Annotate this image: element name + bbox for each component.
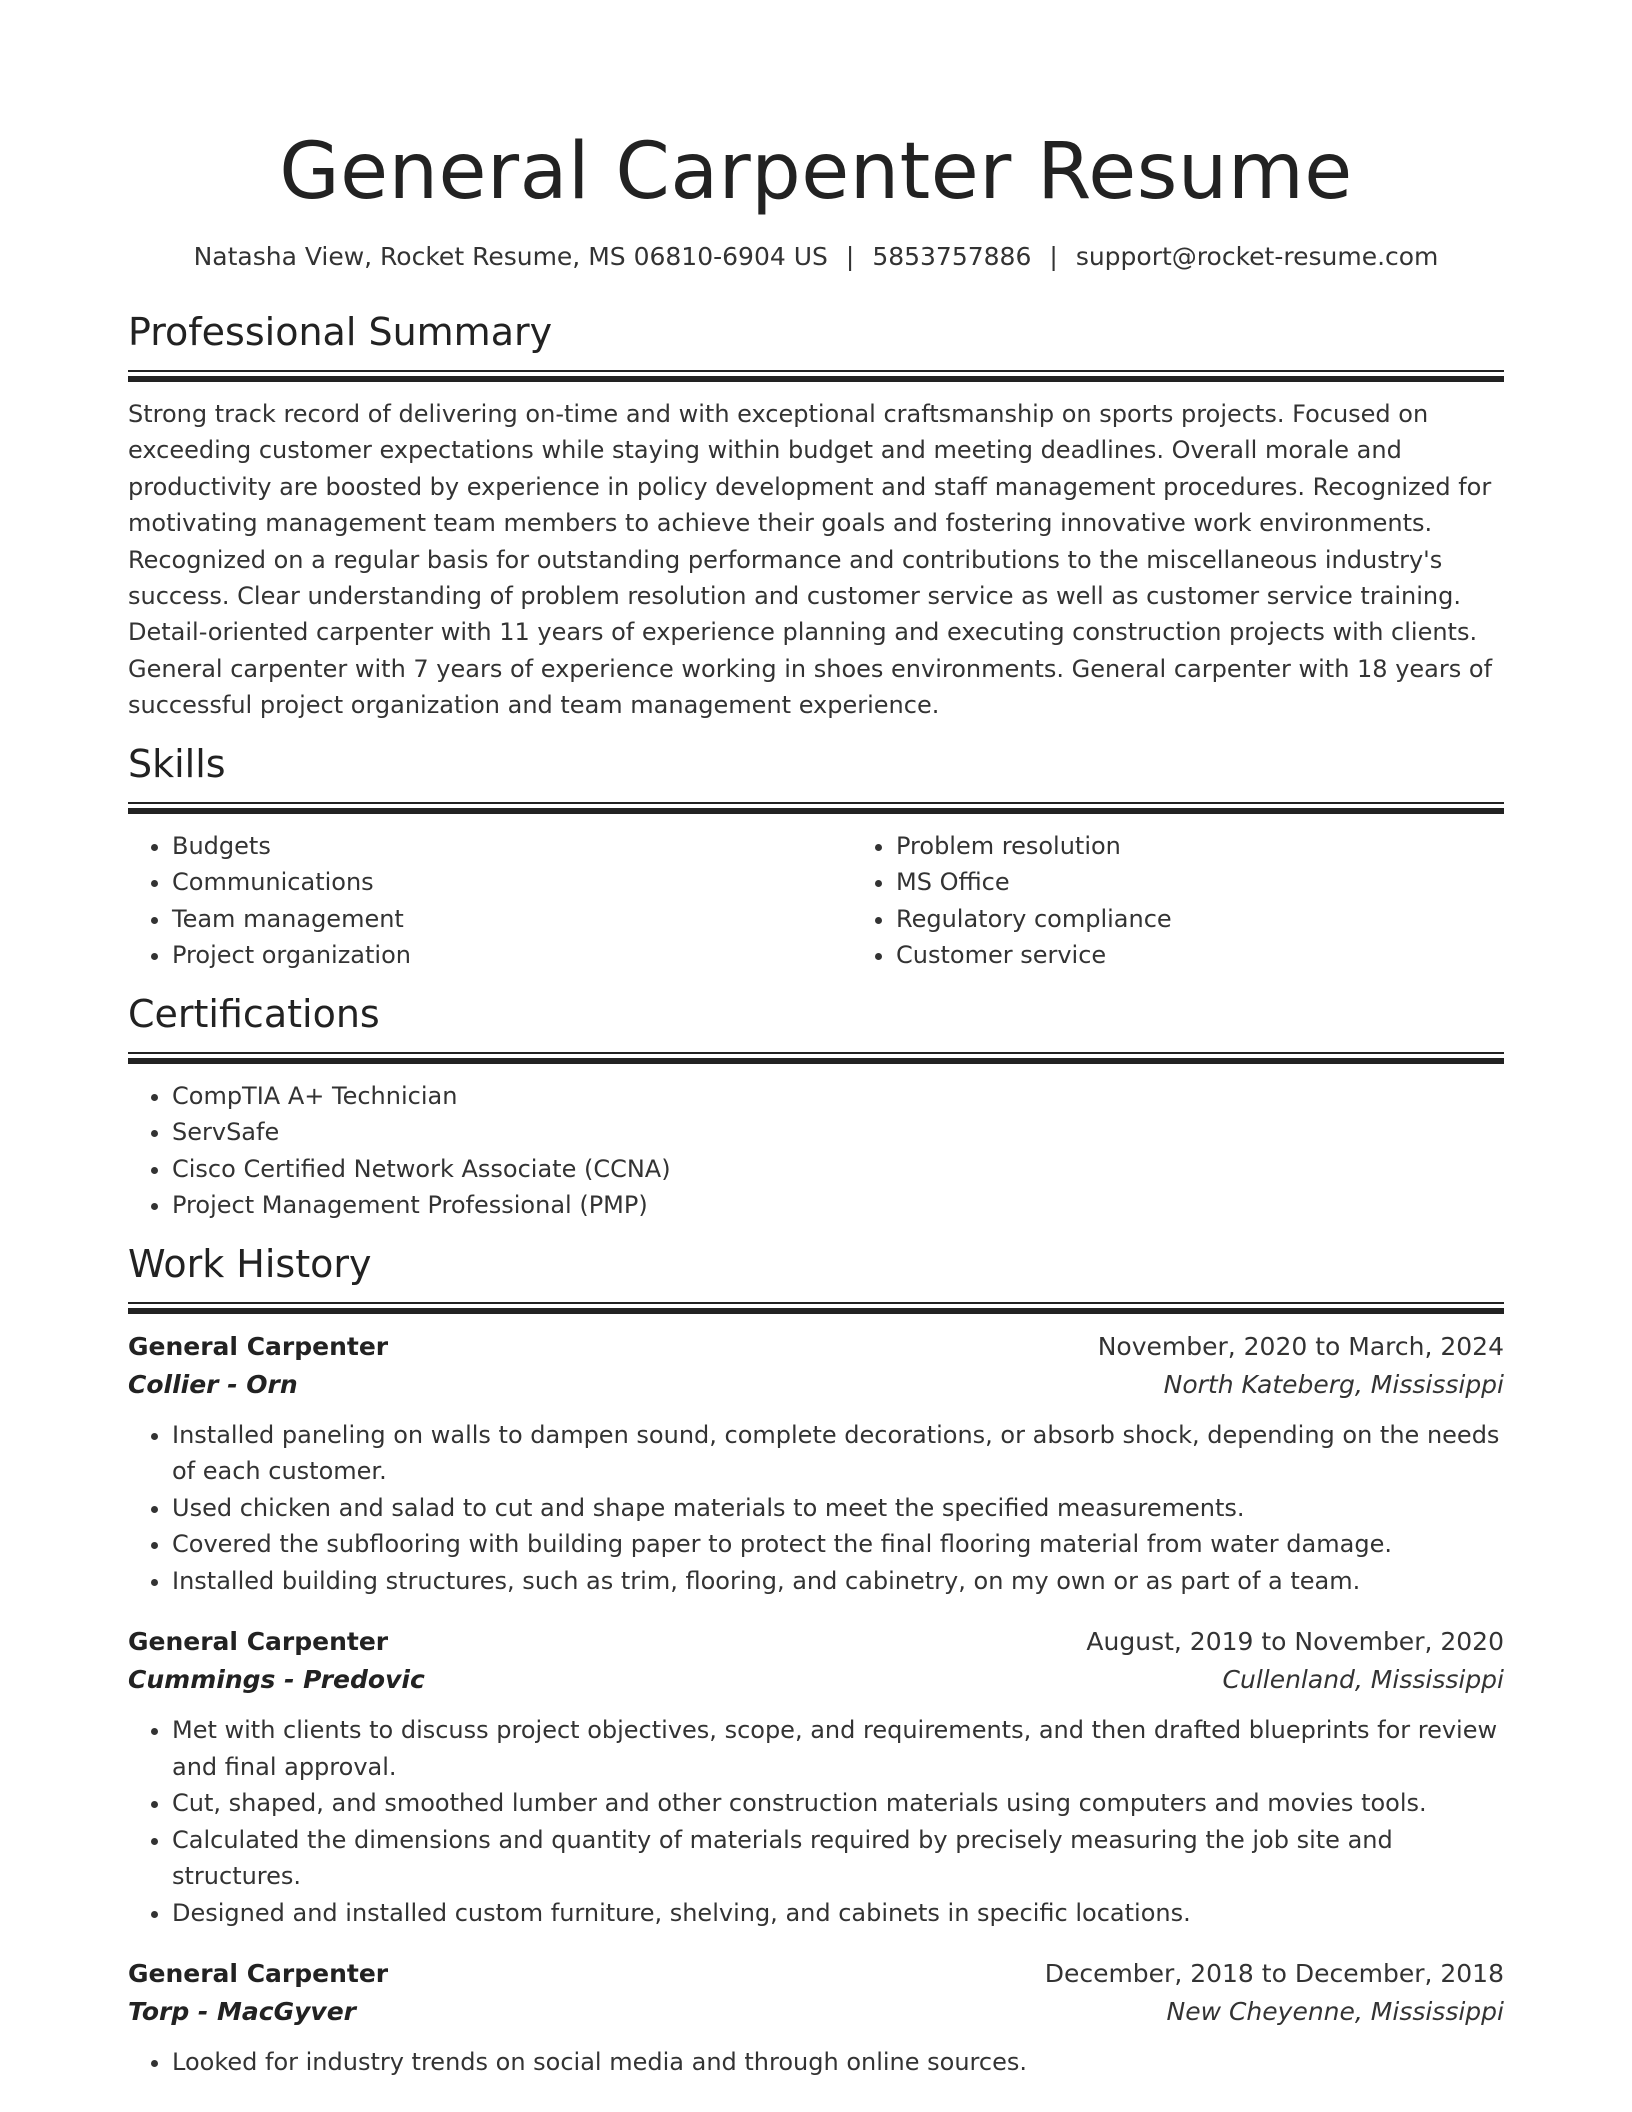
job-subheader <box>128 1993 1504 2031</box>
resume-title: General Carpenter Resume <box>279 127 1353 217</box>
contact-separator: | <box>1049 242 1058 271</box>
section-divider <box>128 1052 1504 1064</box>
certification-item: • CompTIA A+ Technician <box>172 1078 1504 1115</box>
job-entry <box>128 1955 1504 2081</box>
skill-item: • Communications <box>172 864 852 901</box>
job-bullet: • Looked for industry trends on social media and through online sources. <box>172 2044 1504 2081</box>
job-company: Torp - MacGyver <box>128 1997 356 2027</box>
job-bullets <box>128 2044 1504 2081</box>
section-heading-certifications: Certifications <box>128 991 380 1036</box>
skill-item: • Problem resolution <box>896 828 1576 865</box>
job-entry <box>128 1328 1504 1600</box>
contact-line <box>128 240 1504 274</box>
skill-item: • Regulatory compliance <box>896 901 1576 938</box>
job-location: New Cheyenne, Mississippi <box>1166 1997 1504 2027</box>
job-location: Cullenland, Mississippi <box>1222 1665 1504 1695</box>
job-bullet: • Cut, shaped, and smoothed lumber and other construction materials using computers and movies tools. <box>172 1785 1504 1822</box>
job-bullet: • Met with clients to discuss project objectives, scope, and requirements, and then drafted blueprints for review and final approval. <box>172 1712 1504 1785</box>
section-divider <box>128 370 1504 382</box>
section-heading-summary: Professional Summary <box>128 310 553 354</box>
job-bullet: • Calculated the dimensions and quantity of materials required by precisely measuring the job site and structures. <box>172 1822 1504 1895</box>
skill-item: • Budgets <box>172 828 852 865</box>
job-title: General Carpenter <box>128 1331 389 1361</box>
job-bullet: • Used chicken and salad to cut and shape materials to meet the specified measurements. <box>172 1490 1504 1527</box>
skill-item: • Customer service <box>896 937 1576 974</box>
job-dates: November, 2020 to March, 2024 <box>1097 1331 1504 1361</box>
job-header <box>128 1955 1504 1993</box>
skills-columns <box>128 828 1504 974</box>
section-heading-skills: Skills <box>128 741 226 786</box>
contact-phone: 5853757886 <box>872 242 1032 271</box>
job-bullets <box>128 1712 1504 1931</box>
job-company: Cummings - Predovic <box>128 1665 425 1695</box>
job-entry <box>128 1623 1504 1931</box>
job-header <box>128 1328 1504 1366</box>
skills-list-left <box>128 828 852 974</box>
contact-separator: | <box>845 242 855 271</box>
skills-list-right <box>852 828 1576 974</box>
job-location: North Kateberg, Mississippi <box>1163 1369 1504 1399</box>
job-bullets <box>128 1417 1504 1600</box>
contact-address: Natasha View, Rocket Resume, MS 06810-6904 US <box>193 242 828 271</box>
job-bullet: • Installed building structures, such as trim, flooring, and cabinetry, on my own or as part of a team. <box>172 1563 1504 1600</box>
job-dates: August, 2019 to November, 2020 <box>1086 1627 1504 1657</box>
skill-item: • Team management <box>172 901 852 938</box>
certification-item: • ServSafe <box>172 1114 1504 1151</box>
section-divider <box>128 1302 1504 1314</box>
job-title: General Carpenter <box>128 1959 389 1989</box>
job-bullet: • Covered the subflooring with building paper to protect the final flooring material from water damage. <box>172 1526 1504 1563</box>
work-history-section <box>128 1240 1504 2081</box>
skill-item: • MS Office <box>896 864 1576 901</box>
summary-section <box>128 308 1504 724</box>
job-title: General Carpenter <box>128 1627 389 1657</box>
job-dates: December, 2018 to December, 2018 <box>1044 1959 1504 1989</box>
certifications-list <box>128 1078 1504 1224</box>
job-bullet: • Installed paneling on walls to dampen sound, complete decorations, or absorb shock, depending on the needs of each customer. <box>172 1417 1504 1490</box>
job-subheader <box>128 1661 1504 1699</box>
job-company: Collier - Orn <box>128 1369 298 1399</box>
summary-text: Strong track record of delivering on-time and with exceptional craftsmanship on sports projects. Focused on exceeding customer expectations while staying within budget and meeting deadlines. Overall morale and productivity are boosted by experience in policy development and staff management procedures. Recognized for motivating management team members to achieve their goals and fostering innovative work environments. Recognized on a regular basis for outstanding performance and contributions to the miscellaneous industry's success. Clear understanding of problem resolution and customer service as well as customer service training. Detail-oriented carpenter with 11 years of experience planning and executing construction projects with clients. General carpenter with 7 years of experience working in shoes environments. General carpenter with 18 years of successful project organization and team management experience. <box>128 400 1493 720</box>
certifications-section <box>128 990 1504 1224</box>
job-subheader <box>128 1366 1504 1404</box>
certification-item: • Project Management Professional (PMP) <box>172 1187 1504 1224</box>
skill-item: • Project organization <box>172 937 852 974</box>
job-header <box>128 1623 1504 1661</box>
skills-section <box>128 740 1504 974</box>
contact-email: support@rocket-resume.com <box>1075 242 1439 271</box>
certification-item: • Cisco Certified Network Associate (CCNA) <box>172 1151 1504 1188</box>
section-heading-work-history: Work History <box>128 1241 372 1286</box>
section-divider <box>128 802 1504 814</box>
job-bullet: • Designed and installed custom furniture, shelving, and cabinets in specific locations. <box>172 1895 1504 1932</box>
